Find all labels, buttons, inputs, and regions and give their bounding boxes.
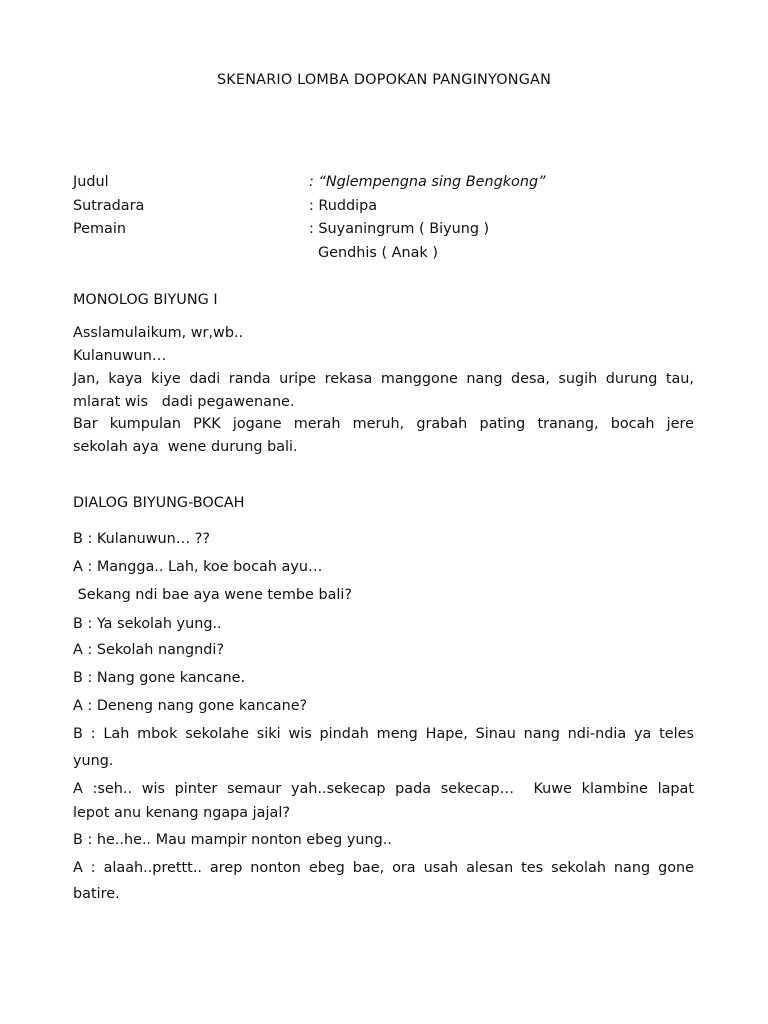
dialog-line: A : Deneng nang gone kancane? <box>73 698 308 714</box>
dialog-line: lepot anu kenang ngapa jajal? <box>73 805 290 821</box>
pemain-value-1: : Suyaningrum ( Biyung ) <box>309 221 490 237</box>
dialog-line: B : Kulanuwun… ?? <box>73 531 211 547</box>
judul-label: Judul <box>73 174 109 190</box>
dialog-line: B : he..he.. Mau mampir nonton ebeg yung.. <box>73 832 392 848</box>
dialog-line: A : Sekolah nangndi? <box>73 642 225 658</box>
monolog-line: Jan, kaya kiye dadi randa uripe rekasa manggone nang desa, sugih durung tau, <box>73 371 694 387</box>
monolog-line: mlarat wis dadi pegawenane. <box>73 394 295 410</box>
judul-value: : “Nglempengna sing Bengkong” <box>309 174 546 190</box>
dialog-line: B : Ya sekolah yung.. <box>73 616 222 632</box>
pemain-label: Pemain <box>73 221 126 237</box>
dialog-line: A :seh.. wis pinter semaur yah..sekecap pada sekecap… Kuwe klambine lapat <box>73 781 694 797</box>
dialog-line: A : Mangga.. Lah, koe bocah ayu… <box>73 559 323 575</box>
sutradara-label: Sutradara <box>73 198 145 214</box>
monolog-line: Bar kumpulan PKK jogane merah meruh, grabah pating tranang, bocah jere <box>73 416 694 432</box>
document-title: SKENARIO LOMBA DOPOKAN PANGINYONGAN <box>216 72 552 88</box>
sutradara-value: : Ruddipa <box>309 198 378 214</box>
dialog-line: batire. <box>73 886 120 902</box>
dialog-line: B : Nang gone kancane. <box>73 670 246 686</box>
dialog-line: Sekang ndi bae aya wene tembe bali? <box>73 587 353 603</box>
dialog-heading: DIALOG BIYUNG-BOCAH <box>73 495 245 511</box>
monolog-heading: MONOLOG BIYUNG I <box>73 292 218 308</box>
dialog-line: yung. <box>73 753 114 769</box>
dialog-line: A : alaah..prettt.. arep nonton ebeg bae, ora usah alesan tes sekolah nang gone <box>73 860 694 876</box>
dialog-line: B : Lah mbok sekolahe siki wis pindah meng Hape, Sinau nang ndi-ndia ya teles <box>73 726 694 742</box>
monolog-line: Asslamulaikum, wr,wb.. <box>73 325 244 341</box>
monolog-line: sekolah aya wene durung bali. <box>73 439 298 455</box>
monolog-line: Kulanuwun… <box>73 348 167 364</box>
pemain-value-2: Gendhis ( Anak ) <box>318 245 438 261</box>
